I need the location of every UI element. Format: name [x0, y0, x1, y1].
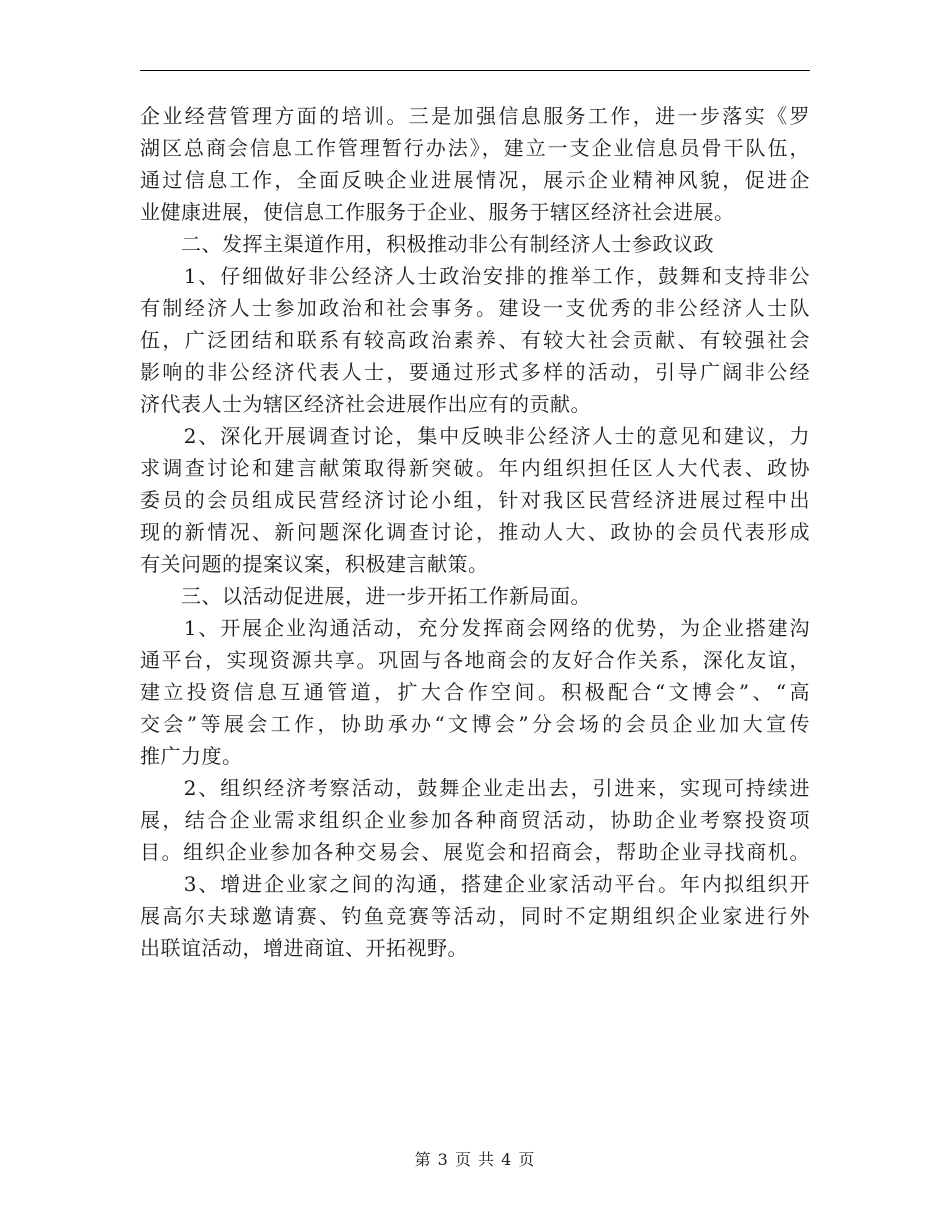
text-line: 二、发挥主渠道作用，积极推动非公有制经济人士参政议政 [140, 232, 714, 256]
text-line: 影响的非公经济代表人士，要通过形式多样的活动，引导广阔非公经 [140, 360, 810, 384]
text-line: 2、组织经济考察活动，鼓舞企业走出去，引进来，实现可持续进 [140, 776, 810, 800]
text-line: 1、仔细做好非公经济人士政治安排的推举工作，鼓舞和支持非公 [140, 264, 810, 288]
text-line: 现的新情况、新问题深化调查讨论，推动人大、政协的会员代表形成 [140, 520, 810, 544]
text-line: 济代表人士为辖区经济社会进展作出应有的贡献。 [140, 392, 591, 416]
text-line: 通过信息工作，全面反映企业进展情况，展示企业精神风貌，促进企 [140, 168, 810, 192]
text-line: 1、开展企业沟通活动，充分发挥商会网络的优势，为企业搭建沟 [140, 616, 810, 640]
text-line: 委员的会员组成民营经济讨论小组，针对我区民营经济进展过程中出 [140, 488, 810, 512]
header-divider [140, 70, 810, 71]
text-line: 推广力度。 [140, 744, 243, 768]
text-line: 交会”等展会工作，协助承办“文博会”分会场的会员企业加大宣传 [140, 712, 810, 736]
text-line: 伍，广泛团结和联系有较高政治素养、有较大社会贡献、有较强社会 [140, 328, 810, 352]
text-line: 湖区总商会信息工作管理暂行办法》，建立一支企业信息员骨干队伍， [140, 136, 810, 160]
text-line: 业健康进展，使信息工作服务于企业、服务于辖区经济社会进展。 [140, 200, 735, 224]
text-line: 有关问题的提案议案，积极建言献策。 [140, 552, 489, 576]
text-line: 有制经济人士参加政治和社会事务。建设一支优秀的非公经济人士队 [140, 296, 810, 320]
document-body [140, 100, 810, 964]
text-line: 出联谊活动，增进商谊、开拓视野。 [140, 936, 468, 960]
text-line: 展，结合企业需求组织企业参加各种商贸活动，协助企业考察投资项 [140, 808, 810, 832]
text-line: 企业经营管理方面的培训。三是加强信息服务工作，进一步落实《罗 [140, 104, 810, 128]
text-line: 通平台，实现资源共享。巩固与各地商会的友好合作关系，深化友谊， [140, 648, 810, 672]
page-number-footer: 第 3 页 共 4 页 [414, 1150, 536, 1169]
text-line: 三、以活动促进展，进一步开拓工作新局面。 [140, 584, 591, 608]
text-line: 2、深化开展调查讨论，集中反映非公经济人士的意见和建议，力 [140, 424, 810, 448]
text-line: 展高尔夫球邀请赛、钓鱼竞赛等活动，同时不定期组织企业家进行外 [140, 904, 810, 928]
text-line: 3、增进企业家之间的沟通，搭建企业家活动平台。年内拟组织开 [140, 872, 810, 896]
text-line: 求调查讨论和建言献策取得新突破。年内组织担任区人大代表、政协 [140, 456, 810, 480]
text-line: 目。组织企业参加各种交易会、展览会和招商会，帮助企业寻找商机。 [140, 840, 810, 864]
text-line: 建立投资信息互通管道，扩大合作空间。积极配合“文博会”、“高 [140, 680, 810, 704]
